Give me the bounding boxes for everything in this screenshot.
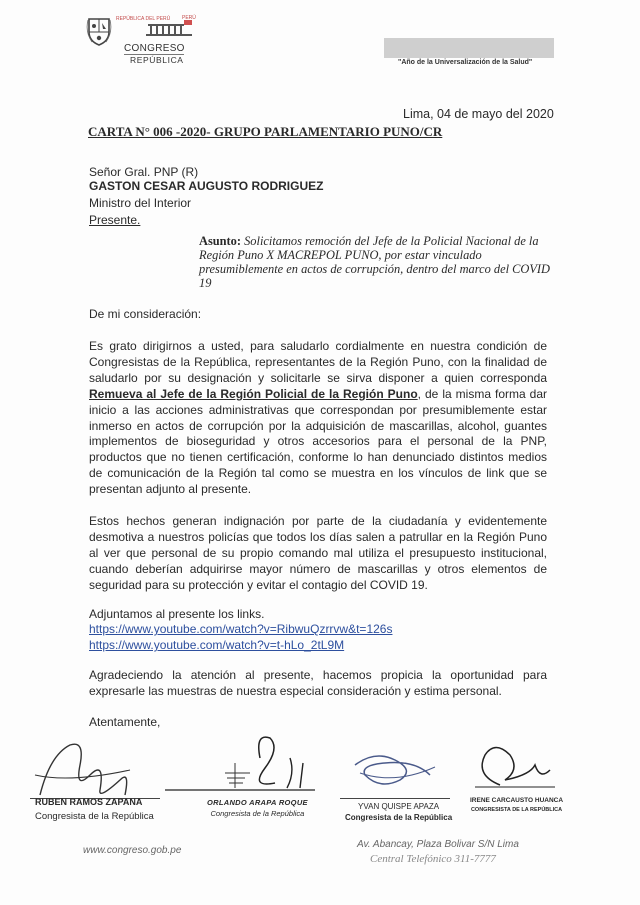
signer-1-name: RUBEN RAMOS ZAPANA bbox=[35, 797, 143, 807]
signature-arapa bbox=[165, 728, 325, 798]
p1-text-start: Es grato dirigirnos a usted, para saludarlo cordialmente en nuestra condición de Congresistas de la República, representantes de la Región Puno, con la finalidad de saludarlo por su designación y solicitarle se sirva disponer a quien corresponda bbox=[89, 339, 547, 385]
subject-block bbox=[199, 234, 559, 290]
signature-carcausto bbox=[470, 735, 560, 795]
letter-date: Lima, 04 de mayo del 2020 bbox=[403, 107, 554, 121]
signer-4-title: CONGRESISTA DE LA REPÚBLICA bbox=[470, 807, 563, 813]
logo-name-line1: CONGRESO bbox=[124, 43, 185, 54]
footer-address: Av. Abancay, Plaza Bolivar S/N Lima bbox=[357, 839, 519, 850]
logo-top-text: REPÚBLICA DEL PERÚ bbox=[116, 16, 171, 22]
recipient-presente: Presente. bbox=[89, 213, 141, 227]
signer-4-name: IRENE CARCAUSTO HUANCA bbox=[470, 797, 564, 804]
signer-2-name: ORLANDO ARAPA ROQUE bbox=[207, 798, 308, 807]
signer-4 bbox=[470, 797, 563, 813]
logo-name-line2: REPÚBLICA bbox=[130, 55, 184, 65]
footer-phone: Central Telefónico 311-7777 bbox=[370, 853, 496, 865]
youtube-link-2[interactable]: https://www.youtube.com/watch?v=t-hLo_2tL9M bbox=[89, 638, 345, 652]
signer-1 bbox=[35, 797, 154, 822]
recipient-rank: Señor Gral. PNP (R) bbox=[89, 165, 199, 179]
links-intro: Adjuntamos al presente los links. bbox=[89, 607, 265, 621]
signer-3-title: Congresista de la República bbox=[345, 813, 453, 822]
signer-3-name: YVAN QUISPE APAZA bbox=[358, 802, 440, 811]
header-band bbox=[384, 38, 554, 58]
body-paragraph-1 bbox=[89, 339, 547, 498]
letter-title: CARTA N° 006 -2020- GRUPO PARLAMENTARIO PUNO/CR bbox=[88, 124, 443, 139]
recipient-position: Ministro del Interior bbox=[89, 196, 192, 210]
year-motto: "Año de la Universalización de la Salud" bbox=[398, 59, 533, 66]
greeting: De mi consideración: bbox=[89, 307, 202, 321]
congress-logo bbox=[86, 14, 196, 70]
signature-line-3 bbox=[340, 798, 450, 799]
closing: Atentamente, bbox=[89, 715, 161, 729]
p1-text-end: , de la misma forma dar inicio a las acciones administrativas que correspondan por presumiblemente estar inmerso en actos de corrupción por la adquisición de mascarillas, alcohol, guantes implementos de bioseguridad y otros accesorios para el personal de la PNP, productos que no tienen certificación, conforme lo han denunciado distintos medios de comunicación de la Región tal como se muestra en los vínculos de link que se presentan adjunto al presente. bbox=[89, 386, 547, 497]
recipient-name: GASTON CESAR AUGUSTO RODRIGUEZ bbox=[89, 179, 324, 193]
coat-of-arms-icon bbox=[86, 16, 112, 46]
body-paragraph-2: Estos hechos generan indignación por parte de la ciudadanía y evidentemente desmotiva a nuestros policías que todos los días salen a patrullar en la Región Puno al ver que personal de su propio comando mal utiliza el presupuesto institucional, cuando deberían adquirirse mayor número de mascarillas y otros elementos de seguridad para su protección y evitar el contagio del COVID 19. bbox=[89, 514, 547, 592]
youtube-link-1[interactable]: https://www.youtube.com/watch?v=RibwuQzrrvw&t=126s bbox=[89, 622, 393, 636]
body-paragraph-3: Agradeciendo la atención al presente, hacemos propicia la oportunidad para expresarle las muestras de nuestra especial consideración y estima personal. bbox=[89, 668, 547, 698]
logo-tag: PERÚ bbox=[182, 15, 196, 21]
p1-emphasis: Remueva al Jefe de la Región Policial de la Región Puno bbox=[89, 386, 418, 401]
footer-website: www.congreso.gob.pe bbox=[83, 845, 182, 856]
signer-3 bbox=[345, 802, 452, 822]
signature-quispe bbox=[345, 745, 445, 795]
congress-building-icon bbox=[146, 20, 192, 40]
signature-ramos bbox=[30, 735, 140, 805]
signer-2-title: Congresista de la República bbox=[210, 809, 305, 818]
signer-2 bbox=[207, 798, 308, 818]
subject-label: Asunto: bbox=[199, 234, 241, 248]
subject-text: Solicitamos remoción del Jefe de la Policial Nacional de la Región Puno X MACREPOL PUNO, por estar vinculado presumiblemente en actos de corrupción, dentro del marco del COVID 19 bbox=[199, 234, 550, 290]
signer-1-title: Congresista de la República bbox=[35, 811, 154, 822]
